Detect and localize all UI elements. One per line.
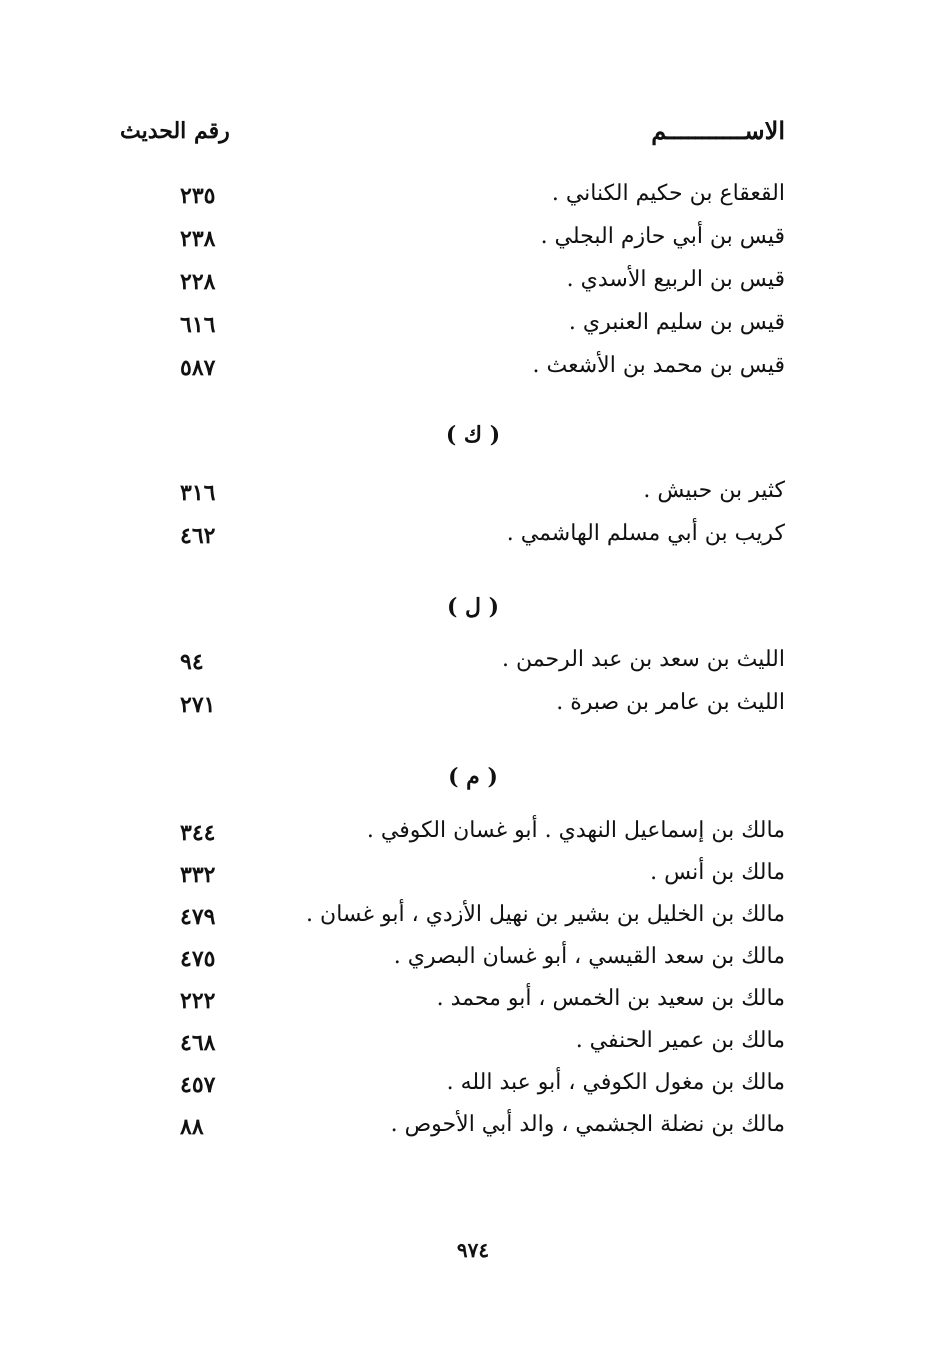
- list-item: [120, 478, 785, 518]
- list-item: [120, 944, 785, 984]
- hadith-number: ٢٢٢: [180, 988, 216, 1014]
- list-item: [120, 1112, 785, 1152]
- list-item: [120, 986, 785, 1026]
- narrator-name: مالك بن عمير الحنفي .: [575, 1028, 785, 1053]
- list-item: [120, 181, 785, 221]
- narrator-name: قيس بن الربيع الأسدي .: [566, 267, 785, 292]
- narrator-name: كريب بن أبي مسلم الهاشمي .: [506, 521, 785, 546]
- list-item: [120, 1070, 785, 1110]
- hadith-number: ٩٤: [180, 649, 204, 675]
- hadith-number: ٢٣٨: [180, 226, 216, 252]
- section-heading-lam: ( ل ): [446, 594, 500, 620]
- list-item: [120, 224, 785, 264]
- hadith-number: ٣١٦: [180, 480, 216, 506]
- list-item: [120, 860, 785, 900]
- list-item: [120, 310, 785, 350]
- hadith-number: ٤٧٩: [180, 904, 216, 930]
- hadith-number: ٣٤٤: [180, 820, 216, 846]
- hadith-number: ٥٨٧: [180, 355, 216, 381]
- hadith-number: ٤٧٥: [180, 946, 216, 972]
- hadith-number: ٦١٦: [180, 312, 216, 338]
- list-item: [120, 647, 785, 687]
- hadith-number: ٢٣٥: [180, 183, 216, 209]
- narrator-name: مالك بن سعد القيسي ، أبو غسان البصري .: [393, 944, 785, 969]
- section-heading-mim: ( م ): [448, 764, 498, 790]
- narrator-name: مالك بن نضلة الجشمي ، والد أبي الأحوص .: [390, 1112, 785, 1137]
- section-heading-kaf: ( ك ): [445, 422, 501, 448]
- narrator-name: كثير بن حبيش .: [643, 478, 785, 503]
- list-item: [120, 521, 785, 561]
- narrator-name: الليث بن سعد بن عبد الرحمن .: [502, 647, 785, 672]
- column-header: [120, 116, 785, 156]
- narrator-name: مالك بن أنس .: [650, 860, 785, 885]
- narrator-name: مالك بن إسماعيل النهدي . أبو غسان الكوفي .: [366, 818, 785, 843]
- hadith-number: ٤٦٨: [180, 1030, 216, 1056]
- name-column-header: الاســـــــــــم: [651, 116, 785, 145]
- narrator-name: قيس بن محمد بن الأشعث .: [532, 353, 785, 378]
- list-item: [120, 267, 785, 307]
- list-item: [120, 690, 785, 730]
- narrator-name: قيس بن أبي حازم البجلي .: [540, 224, 785, 249]
- hadith-number: ٢٢٨: [180, 269, 216, 295]
- narrator-name: قيس بن سليم العنبري .: [568, 310, 785, 335]
- list-item: [120, 353, 785, 393]
- list-item: [120, 818, 785, 858]
- narrator-name: مالك بن الخليل بن بشير بن نهيل الأزدي ، أبو غسان .: [306, 902, 785, 927]
- hadith-number: ٨٨: [180, 1114, 204, 1140]
- narrator-name: الليث بن عامر بن صبرة .: [556, 690, 785, 715]
- hadith-number: ٤٥٧: [180, 1072, 216, 1098]
- list-item: [120, 902, 785, 942]
- narrator-name: القعقاع بن حكيم الكناني .: [551, 181, 785, 206]
- narrator-name: مالك بن مغول الكوفي ، أبو عبد الله .: [446, 1070, 785, 1095]
- hadith-number: ٣٣٢: [180, 862, 216, 888]
- narrator-name: مالك بن سعيد بن الخمس ، أبو محمد .: [436, 986, 785, 1011]
- page-number: ٩٧٤: [456, 1238, 490, 1262]
- hadith-number: ٤٦٢: [180, 523, 216, 549]
- number-column-header: رقم الحديث: [120, 118, 230, 144]
- list-item: [120, 1028, 785, 1068]
- hadith-number: ٢٧١: [180, 692, 216, 718]
